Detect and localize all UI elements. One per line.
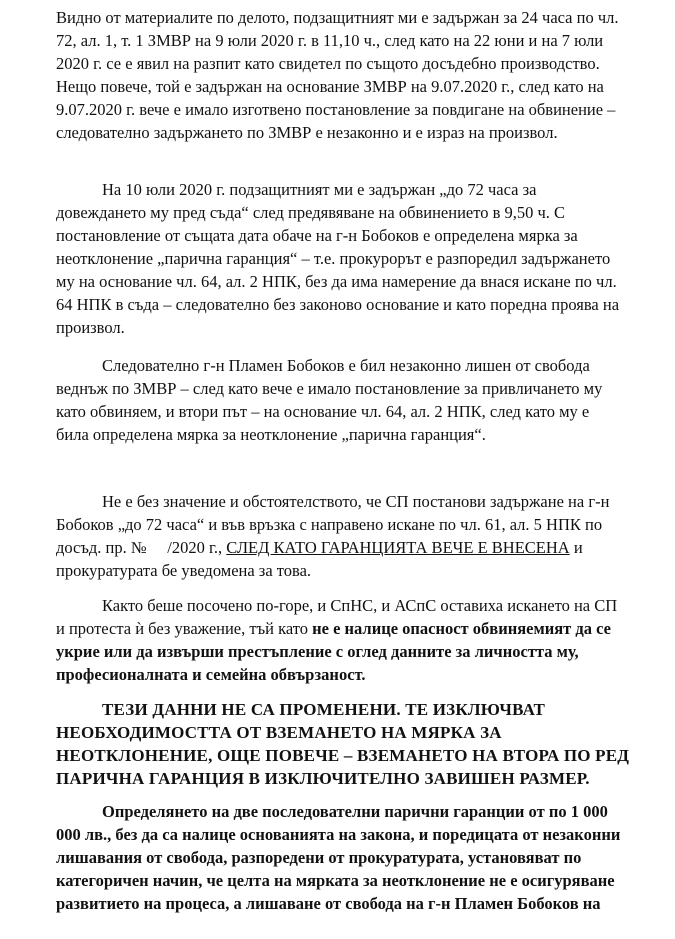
text-line: Бобоков „до 72 часа“ и във връзка с направено искане по чл. 61, ал. 5 НПК по <box>56 515 603 534</box>
text-line: 72, ал. 1, т. 1 ЗМВР на 9 юли 2020 г. в 11,10 ч., след като на 22 юни и на 7 юли <box>56 31 604 50</box>
bold-text-line: укрие или да извърши престъпление с оглед данните за личността му, <box>56 642 579 661</box>
text-line <box>56 617 656 640</box>
paragraph-5 <box>56 594 656 686</box>
underlined-emphasis: СЛЕД КАТО ГАРАНЦИЯТА ВЕЧЕ Е ВНЕСЕНА <box>226 538 570 557</box>
text-line: 2020 г. се е явил на разпит като свидетел по същото досъдебно производство. <box>56 54 600 73</box>
text-line: била определена мярка за неотклонение „парична гаранция“. <box>56 425 486 444</box>
text-line: произвол. <box>56 318 125 337</box>
paragraph-7 <box>56 800 656 915</box>
bold-text-line: Определянето на две последователни парични гаранции от по 1 000 <box>102 802 608 821</box>
text-line: Следователно г-н Пламен Бобоков е бил незаконно лишен от свобода <box>102 356 590 375</box>
case-reference: досъд. пр. № /2020 г., <box>56 538 227 557</box>
text-line: като обвиняем, и втори път – на основание чл. 64, ал. 2 НПК, след като му е <box>56 402 590 421</box>
text-line: прокуратурата бе уведомена за това. <box>56 561 312 580</box>
bold-text-line: 000 лв., без да са налице основанията на закона, и поредицата от незаконни <box>56 825 621 844</box>
bold-caps-line: ТЕЗИ ДАННИ НЕ СА ПРОМЕНЕНИ. ТЕ ИЗКЛЮЧВАТ <box>102 700 546 719</box>
paragraph-1 <box>56 6 656 144</box>
bold-text-line: лишавания от свобода, разпоредени от прокуратурата, установяват по <box>56 848 582 867</box>
text-line: довеждането му пред съда“ след предявяване на обвинението в 9,50 ч. С <box>56 203 566 222</box>
bold-text-line: професионалната и семейна обвързаност. <box>56 665 366 684</box>
paragraph-3 <box>56 354 656 446</box>
paragraph-6-emphasis <box>56 698 656 790</box>
bold-text-line: категоричен начин, че целта на мярката за неотклонение не е осигуряване <box>56 871 615 890</box>
bold-text-line: развитието на процеса, а лишаване от свобода на г-н Пламен Бобоков на <box>56 894 601 913</box>
paragraph-2 <box>56 178 656 339</box>
text-line: Видно от материалите по делото, подзащитният ми е задържан за 24 часа по чл. <box>56 8 619 27</box>
text-line: 64 НПК в съда – следователно без законово основание и като поредна проява на <box>56 295 620 314</box>
text-fragment: и протеста ѝ без уважение, тъй като <box>56 619 313 638</box>
paragraph-4 <box>56 490 656 582</box>
text-line: 9.07.2020 г. вече е имало изготвено постановление за повдигане на обвинение – <box>56 100 616 119</box>
text-fragment: и <box>569 538 583 557</box>
text-line: постановление от същата дата обаче на г-н Бобоков е определена мярка за <box>56 226 578 245</box>
text-line: Както беше посочено по-горе, и СпНС, и АСпС оставиха искането на СП <box>102 596 618 615</box>
text-line: На 10 юли 2020 г. подзащитният ми е задържан „до 72 часа за <box>102 180 537 199</box>
text-line: следователно задържането по ЗМВР е незаконно и е израз на произвол. <box>56 123 558 142</box>
text-line: му на основание чл. 64, ал. 2 НПК, без да има намерение да внася искане по чл. <box>56 272 617 291</box>
text-line: Не е без значение и обстоятелството, че СП постанови задържане на г-н <box>102 492 610 511</box>
text-line: неотклонение „парична гаранция“ – т.е. прокурорът е разпоредил задържането <box>56 249 611 268</box>
bold-caps-line: НЕОБХОДИМОСТТА ОТ ВЗЕМАНЕТО НА МЯРКА ЗА <box>56 723 502 742</box>
text-line <box>56 536 656 559</box>
text-line: веднъж по ЗМВР – след като вече е имало постановление за привличането му <box>56 379 603 398</box>
bold-caps-line: НЕОТКЛОНЕНИЕ, ОЩЕ ПОВЕЧЕ – ВЗЕМАНЕТО НА ВТОРА ПО РЕД <box>56 746 630 765</box>
text-line: Нещо повече, той е задържан на основание ЗМВР на 9.07.2020 г., след като на <box>56 77 604 96</box>
bold-emphasis: не е налице опасност обвиняемият да се <box>312 619 611 638</box>
bold-caps-line: ПАРИЧНА ГАРАНЦИЯ В ИЗКЛЮЧИТЕЛНО ЗАВИШЕН РАЗМЕР. <box>56 769 590 788</box>
